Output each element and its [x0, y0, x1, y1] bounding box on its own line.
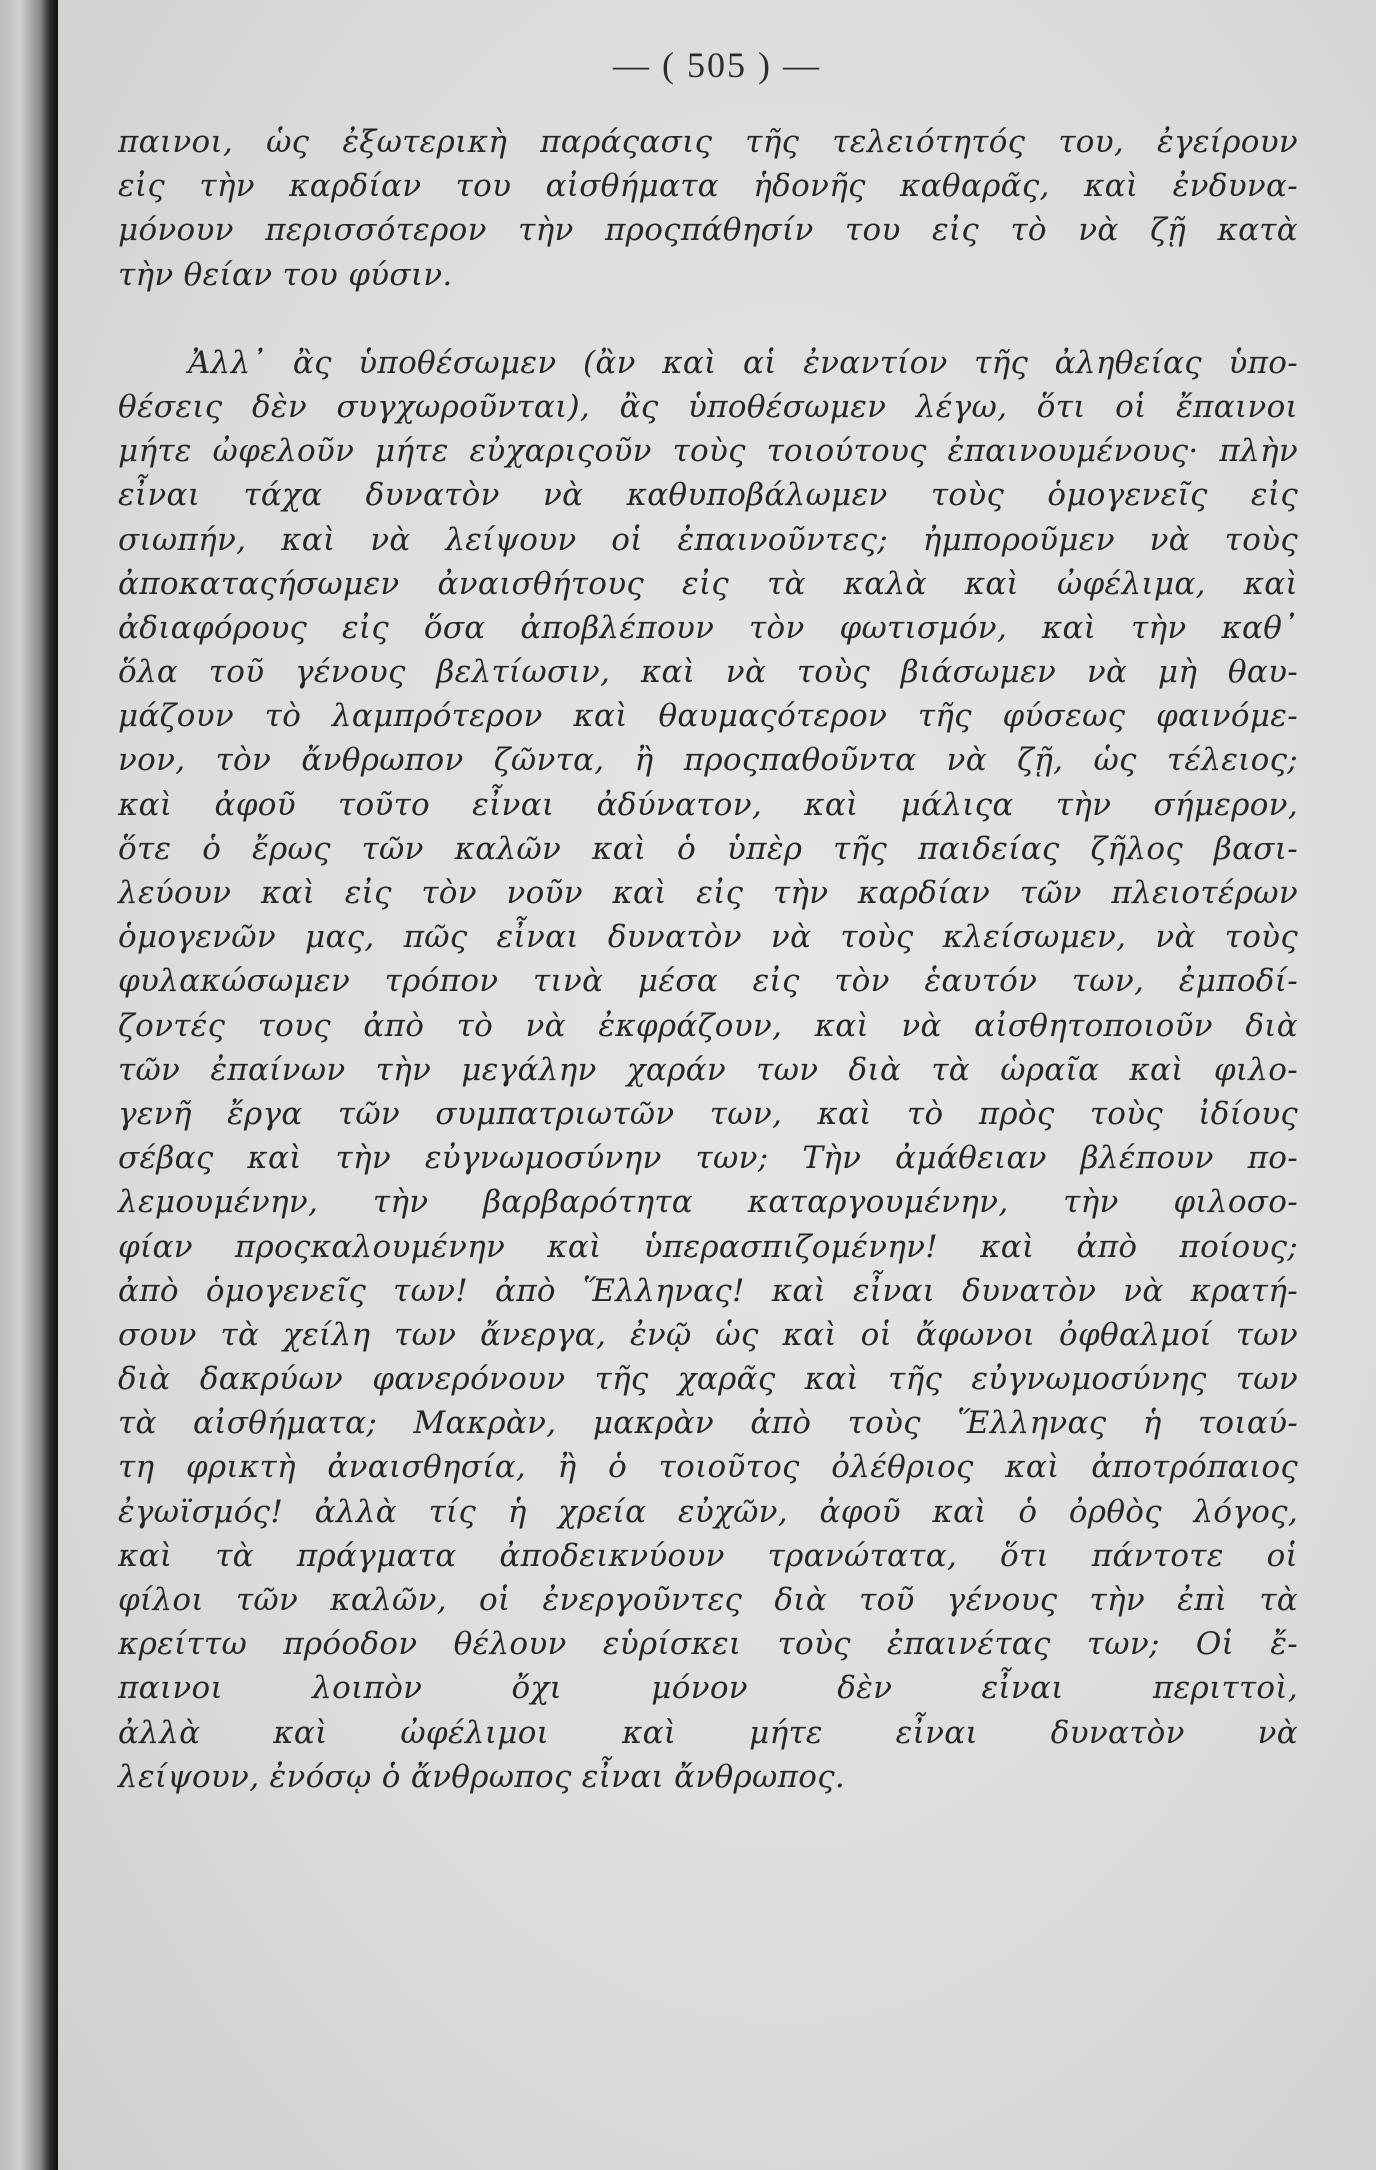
text-line: σουν τὰ χείλη των ἄνεργα, ἐνῷ ὡς καὶ οἱ ἄφωνοι ὀφθαλμοί των	[118, 1316, 1298, 1353]
text-line: φυλακώσωμεν τρόπον τινὰ μέσα εἰς τὸν ἑαυτόν των, ἐμποδί-	[118, 963, 1298, 1000]
text-line: σέβας καὶ τὴν εὐγνωμοσύνην των; Τὴν ἀμάθειαν βλέπουν πο-	[118, 1140, 1298, 1177]
paragraph-2	[118, 341, 1298, 1799]
text-line: ἀδιαφόρους εἰς ὅσα ἀποβλέπουν τὸν φωτισμόν, καὶ τὴν καθ᾽	[118, 609, 1298, 646]
text-line: διὰ δακρύων φανερόνουν τῆς χαρᾶς καὶ τῆς εὐγνωμοσύνης των	[118, 1361, 1298, 1398]
body-text	[118, 120, 1298, 1799]
text-line: ζοντές τους ἀπὸ τὸ νὰ ἐκφράζουν, καὶ νὰ αἰσθητοποιοῦν διὰ	[118, 1007, 1298, 1044]
text-line: φίαν προςκαλουμένην καὶ ὑπερασπιζομένην! καὶ ἀπὸ ποίους;	[118, 1228, 1298, 1265]
text-line: ἀποκαταςήσωμεν ἀναισθήτους εἰς τὰ καλὰ καὶ ὠφέλιμα, καὶ	[118, 565, 1298, 602]
text-line: ὁμογενῶν μας, πῶς εἶναι δυνατὸν νὰ τοὺς κλείσωμεν, νὰ τοὺς	[118, 919, 1298, 956]
text-line: μάζουν τὸ λαμπρότερον καὶ θαυμαςότερον τῆς φύσεως φαινόμε-	[118, 698, 1298, 735]
text-line: ὅλα τοῦ γένους βελτίωσιν, καὶ νὰ τοὺς βιάσωμεν νὰ μὴ θαυ-	[118, 654, 1298, 691]
text-line: σιωπήν, καὶ νὰ λείψουν οἱ ἐπαινοῦντες; ἠμποροῦμεν νὰ τοὺς	[118, 521, 1298, 558]
text-line: εἶναι τάχα δυνατὸν νὰ καθυποβάλωμεν τοὺς ὁμογενεῖς εἰς	[118, 477, 1298, 514]
text-line: καὶ ἀφοῦ τοῦτο εἶναι ἀδύνατον, καὶ μάλιςα τὴν σήμερον,	[118, 786, 1298, 823]
text-line: ἀλλὰ καὶ ὠφέλιμοι καὶ μήτε εἶναι δυνατὸν νὰ	[118, 1714, 1298, 1751]
paragraph-gap	[118, 297, 1298, 341]
text-line: φίλοι τῶν καλῶν, οἱ ἐνεργοῦντες διὰ τοῦ γένους τὴν ἐπὶ τὰ	[118, 1582, 1298, 1618]
text-line: κρείττω πρόοδον θέλουν εὑρίσκει τοὺς ἐπαινέτας των; Οἱ ἔ-	[118, 1626, 1298, 1663]
book-spine-shadow	[0, 0, 58, 2170]
text-line: εἰς τὴν καρδίαν του αἰσθήματα ἡδονῆς καθαρᾶς, καὶ ἐνδυνα-	[118, 168, 1298, 205]
text-line: τὴν θείαν του φύσιν.	[118, 256, 453, 293]
text-line: τῶν ἐπαίνων τὴν μεγάλην χαράν των διὰ τὰ ὡραῖα καὶ φιλο-	[118, 1051, 1298, 1088]
paragraph-1	[118, 120, 1298, 297]
text-line: Ἀλλ᾽ ἂς ὑποθέσωμεν (ἂν καὶ αἱ ἐναντίον τῆς ἀληθείας ὑπο-	[188, 344, 1298, 381]
text-line: ἐγωϊσμός! ἀλλὰ τίς ἡ χρεία εὐχῶν, ἀφοῦ καὶ ὁ ὀρθὸς λόγος,	[118, 1493, 1298, 1530]
page-number-header: — ( 505 ) —	[613, 45, 821, 85]
text-line: λεύουν καὶ εἰς τὸν νοῦν καὶ εἰς τὴν καρδίαν τῶν πλειοτέρων	[118, 875, 1298, 911]
text-line: ἀπὸ ὁμογενεῖς των! ἀπὸ Ἕλληνας! καὶ εἶναι δυνατὸν νὰ κρατή-	[118, 1272, 1298, 1309]
text-line: μόνουν περισσότερον τὴν προςπάθησίν του εἰς τὸ νὰ ζῇ κατὰ	[118, 212, 1298, 249]
text-line: καὶ τὰ πράγματα ἀποδεικνύουν τρανώτατα, ὅτι πάντοτε οἱ	[118, 1537, 1298, 1574]
text-line: λεμουμένην, τὴν βαρβαρότητα καταργουμένην, τὴν φιλοσο-	[118, 1184, 1298, 1221]
text-line: ὅτε ὁ ἔρως τῶν καλῶν καὶ ὁ ὑπὲρ τῆς παιδείας ζῆλος βασι-	[118, 830, 1298, 867]
text-line: τὰ αἰσθήματα; Μακρὰν, μακρὰν ἀπὸ τοὺς Ἕλληνας ἡ τοιαύ-	[118, 1405, 1298, 1442]
text-line: γενῆ ἔργα τῶν συμπατριωτῶν των, καὶ τὸ πρὸς τοὺς ἰδίους	[118, 1095, 1298, 1132]
text-line: μήτε ὠφελοῦν μήτε εὐχαριςοῦν τοὺς τοιούτους ἐπαινουμένους· πλὴν	[118, 433, 1298, 470]
text-line: παινοι λοιπὸν ὄχι μόνον δὲν εἶναι περιττοὶ,	[118, 1670, 1298, 1707]
book-page	[58, 0, 1376, 2170]
text-line: τη φρικτὴ ἀναισθησία, ἢ ὁ τοιοῦτος ὀλέθριος καὶ ἀποτρόπαιος	[118, 1449, 1298, 1486]
text-line: θέσεις δὲν συγχωροῦνται), ἂς ὑποθέσωμεν λέγω, ὅτι οἱ ἔπαινοι	[118, 388, 1298, 425]
text-line: νον, τὸν ἄνθρωπον ζῶντα, ἢ προςπαθοῦντα νὰ ζῇ, ὡς τέλειος;	[118, 742, 1298, 779]
text-line: παινοι, ὡς ἐξωτερικὴ παράςασις τῆς τελειότητός του, ἐγείρουν	[118, 124, 1298, 160]
text-line: λείψουν, ἐνόσῳ ὁ ἄνθρωπος εἶναι ἄνθρωπος.	[118, 1758, 846, 1795]
